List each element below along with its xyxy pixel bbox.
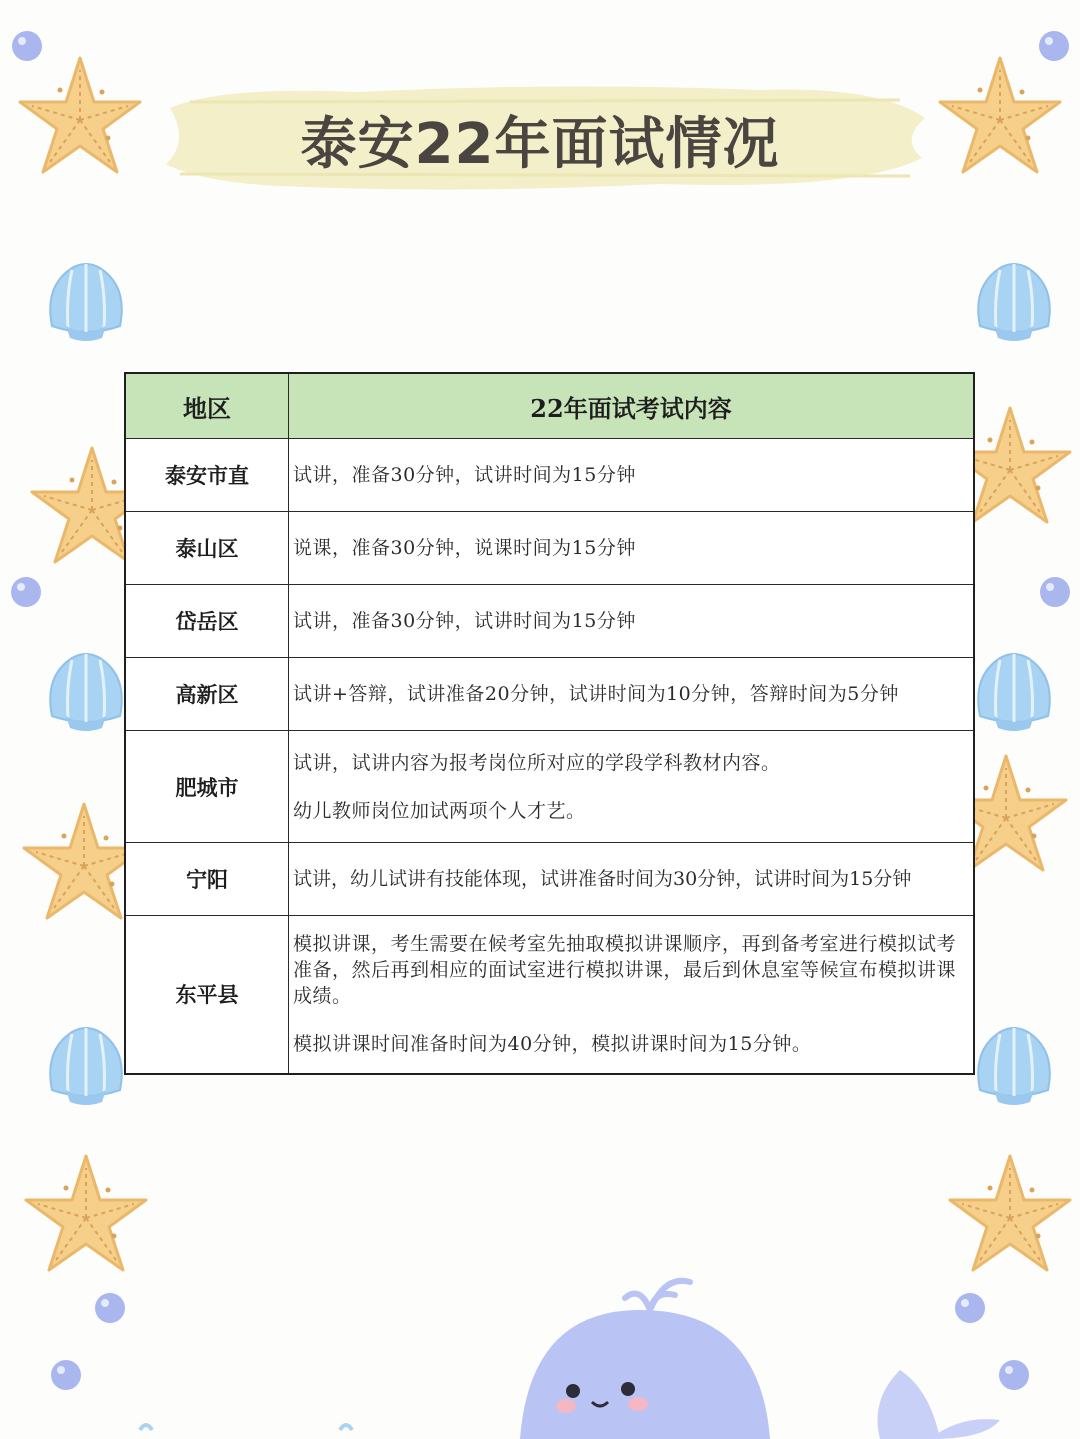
shell-icon — [978, 654, 1050, 731]
table-row — [125, 843, 974, 916]
content-cell: 试讲+答辩，试讲准备20分钟，试讲时间为10分钟，答辩时间为5分钟 — [289, 658, 975, 731]
page-title: 泰安22年面试情况 — [300, 112, 780, 177]
table-header-row — [125, 373, 974, 439]
shell-icon — [50, 264, 122, 341]
shell-icon — [978, 264, 1050, 341]
starfish-icon — [26, 1156, 146, 1270]
region-cell: 泰安市直 — [125, 439, 289, 512]
region-cell: 肥城市 — [125, 731, 289, 843]
shell-icon — [50, 654, 122, 731]
bubble-icon — [95, 1293, 125, 1323]
bubble-icon — [12, 31, 42, 61]
header-region: 地区 — [125, 373, 289, 439]
shell-icon — [978, 1028, 1050, 1105]
region-cell: 东平县 — [125, 916, 289, 1074]
table-row — [125, 585, 974, 658]
region-cell: 泰山区 — [125, 512, 289, 585]
bubble-icon — [1039, 31, 1069, 61]
content-cell: 试讲，幼儿试讲有技能体现，试讲准备时间为30分钟，试讲时间为15分钟 — [289, 843, 975, 916]
region-cell: 高新区 — [125, 658, 289, 731]
bubble-icon — [11, 577, 41, 607]
content-cell: 试讲，准备30分钟，试讲时间为15分钟 — [289, 585, 975, 658]
table-row — [125, 439, 974, 512]
bubble-icon — [1040, 577, 1070, 607]
region-cell: 宁阳 — [125, 843, 289, 916]
interview-table — [124, 372, 975, 1075]
bubble-icon — [955, 1293, 985, 1323]
content-paragraph: 模拟讲课，考生需要在候考室先抽取模拟讲课顺序，再到备考室进行模拟试考准备，然后再到相应的面试室进行模拟讲课，最后到休息室等候宣布模拟讲课成绩。 — [293, 933, 957, 1008]
region-cell: 岱岳区 — [125, 585, 289, 658]
shell-icon — [50, 1028, 122, 1105]
content-cell: 试讲，准备30分钟，试讲时间为15分钟 — [289, 439, 975, 512]
table-row — [125, 916, 974, 1074]
content-cell — [289, 916, 975, 1074]
starfish-icon — [950, 1156, 1070, 1270]
bubble-icon — [999, 1360, 1029, 1390]
content-cell — [289, 731, 975, 843]
table-row — [125, 512, 974, 585]
table-row — [125, 731, 974, 843]
content-cell: 说课，准备30分钟，说课时间为15分钟 — [289, 512, 975, 585]
whale-icon — [520, 1281, 1000, 1439]
content-paragraph: 幼儿教师岗位加试两项个人才艺。 — [293, 799, 586, 822]
content-paragraph: 模拟讲课时间准备时间为40分钟，模拟讲课时间为15分钟。 — [293, 1033, 812, 1056]
content-paragraph: 试讲，试讲内容为报考岗位所对应的学段学科教材内容。 — [293, 751, 781, 774]
header-content: 22年面试考试内容 — [289, 373, 975, 439]
bubble-icon — [51, 1360, 81, 1390]
table-row — [125, 658, 974, 731]
